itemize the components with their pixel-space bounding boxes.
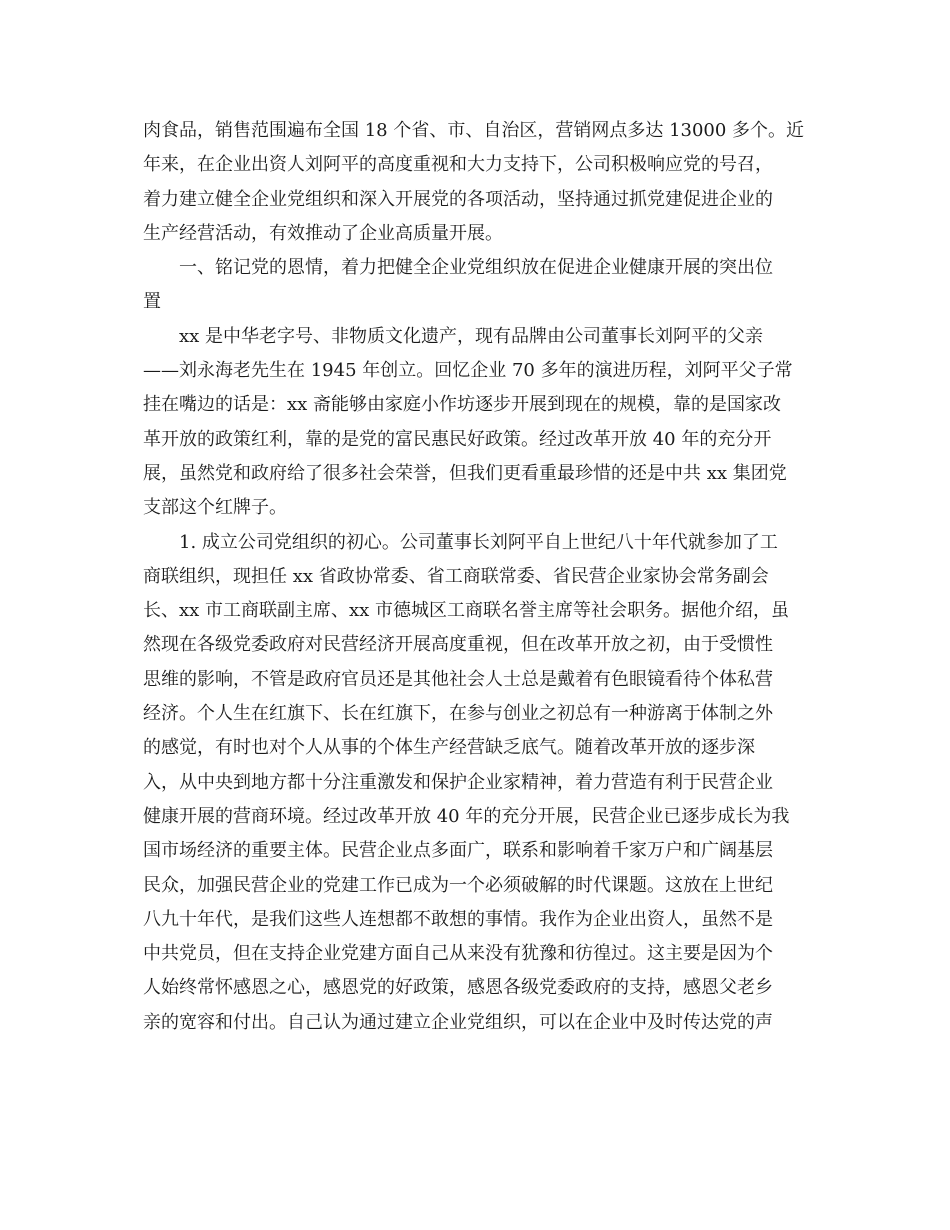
text-line: 革开放的政策红利，靠的是党的富民惠民好政策。经过改革开放 40 年的充分开 bbox=[143, 428, 772, 450]
document-body bbox=[143, 114, 807, 1040]
heading-line: 一、铭记党的恩情，着力把健全企业党组织放在促进企业健康开展的突出位 bbox=[179, 257, 773, 279]
text-line: 国市场经济的重要主体。民营企业点多面广，联系和影响着千家万户和广阔基层 bbox=[143, 840, 773, 862]
text-line: 思维的影响，不管是政府官员还是其他社会人士总是戴着有色眼镜看待个体私营 bbox=[143, 668, 773, 690]
text-line: 着力建立健全企业党组织和深入开展党的各项活动，坚持通过抓党建促进企业的 bbox=[143, 188, 773, 210]
text-line: 人始终常怀感恩之心，感恩党的好政策，感恩各级党委政府的支持，感恩父老乡 bbox=[143, 977, 773, 999]
text-line: 展，虽然党和政府给了很多社会荣誉，但我们更看重最珍惜的还是中共 xx 集团党 bbox=[143, 462, 787, 484]
paragraph-intro bbox=[143, 114, 807, 251]
text-line: 中共党员，但在支持企业党建方面自己从来没有犹豫和彷徨过。这主要是因为个 bbox=[143, 943, 773, 965]
text-line: 民众，加强民营企业的党建工作已成为一个必须破解的时代课题。这放在上世纪 bbox=[143, 874, 773, 896]
paragraph-history bbox=[143, 320, 807, 526]
text-line: 八九十年代，是我们这些人连想都不敢想的事情。我作为企业出资人，虽然不是 bbox=[143, 908, 773, 930]
section-heading bbox=[143, 251, 807, 320]
text-line: 支部这个红牌子。 bbox=[143, 497, 287, 519]
text-line: 健康开展的营商环境。经过改革开放 40 年的充分开展，民营企业已逐步成长为我 bbox=[143, 805, 790, 827]
text-line: 的感觉，有时也对个人从事的个体生产经营缺乏底气。随着改革开放的逐步深 bbox=[143, 737, 755, 759]
paragraph-section-1 bbox=[143, 526, 807, 1040]
text-line: 长、xx 市工商联副主席、xx 市德城区工商联名誉主席等社会职务。据他介绍，虽 bbox=[143, 600, 790, 622]
text-line: 入，从中央到地方都十分注重激发和保护企业家精神，着力营造有利于民营企业 bbox=[143, 771, 773, 793]
text-line: 挂在嘴边的话是：xx 斋能够由家庭小作坊逐步开展到现在的规模，靠的是国家改 bbox=[143, 394, 782, 416]
text-line: ——刘永海老先生在 1945 年创立。回忆企业 70 多年的演进历程，刘阿平父子常 bbox=[143, 360, 793, 382]
text-line: 经济。个人生在红旗下、长在红旗下，在参与创业之初总有一种游离于体制之外 bbox=[143, 703, 773, 725]
heading-line: 置 bbox=[143, 291, 161, 313]
text-line: 商联组织，现担任 xx 省政协常委、省工商联常委、省民营企业家协会常务副会 bbox=[143, 565, 769, 587]
text-line: 1. 成立公司党组织的初心。公司董事长刘阿平自上世纪八十年代就参加了工 bbox=[179, 531, 778, 553]
text-line: 生产经营活动，有效推动了企业高质量开展。 bbox=[143, 222, 503, 244]
text-line: 然现在各级党委政府对民营经济开展高度重视，但在改革开放之初，由于受惯性 bbox=[143, 634, 773, 656]
text-line: xx 是中华老字号、非物质文化遗产，现有品牌由公司董事长刘阿平的父亲 bbox=[179, 325, 764, 347]
text-line: 年来，在企业出资人刘阿平的高度重视和大力支持下，公司积极响应党的号召， bbox=[143, 154, 773, 176]
text-line: 肉食品，销售范围遍布全国 18 个省、市、自治区，营销网点多达 13000 多个。近 bbox=[143, 120, 805, 141]
text-line: 亲的宽容和付出。自己认为通过建立企业党组织，可以在企业中及时传达党的声 bbox=[143, 1011, 773, 1033]
